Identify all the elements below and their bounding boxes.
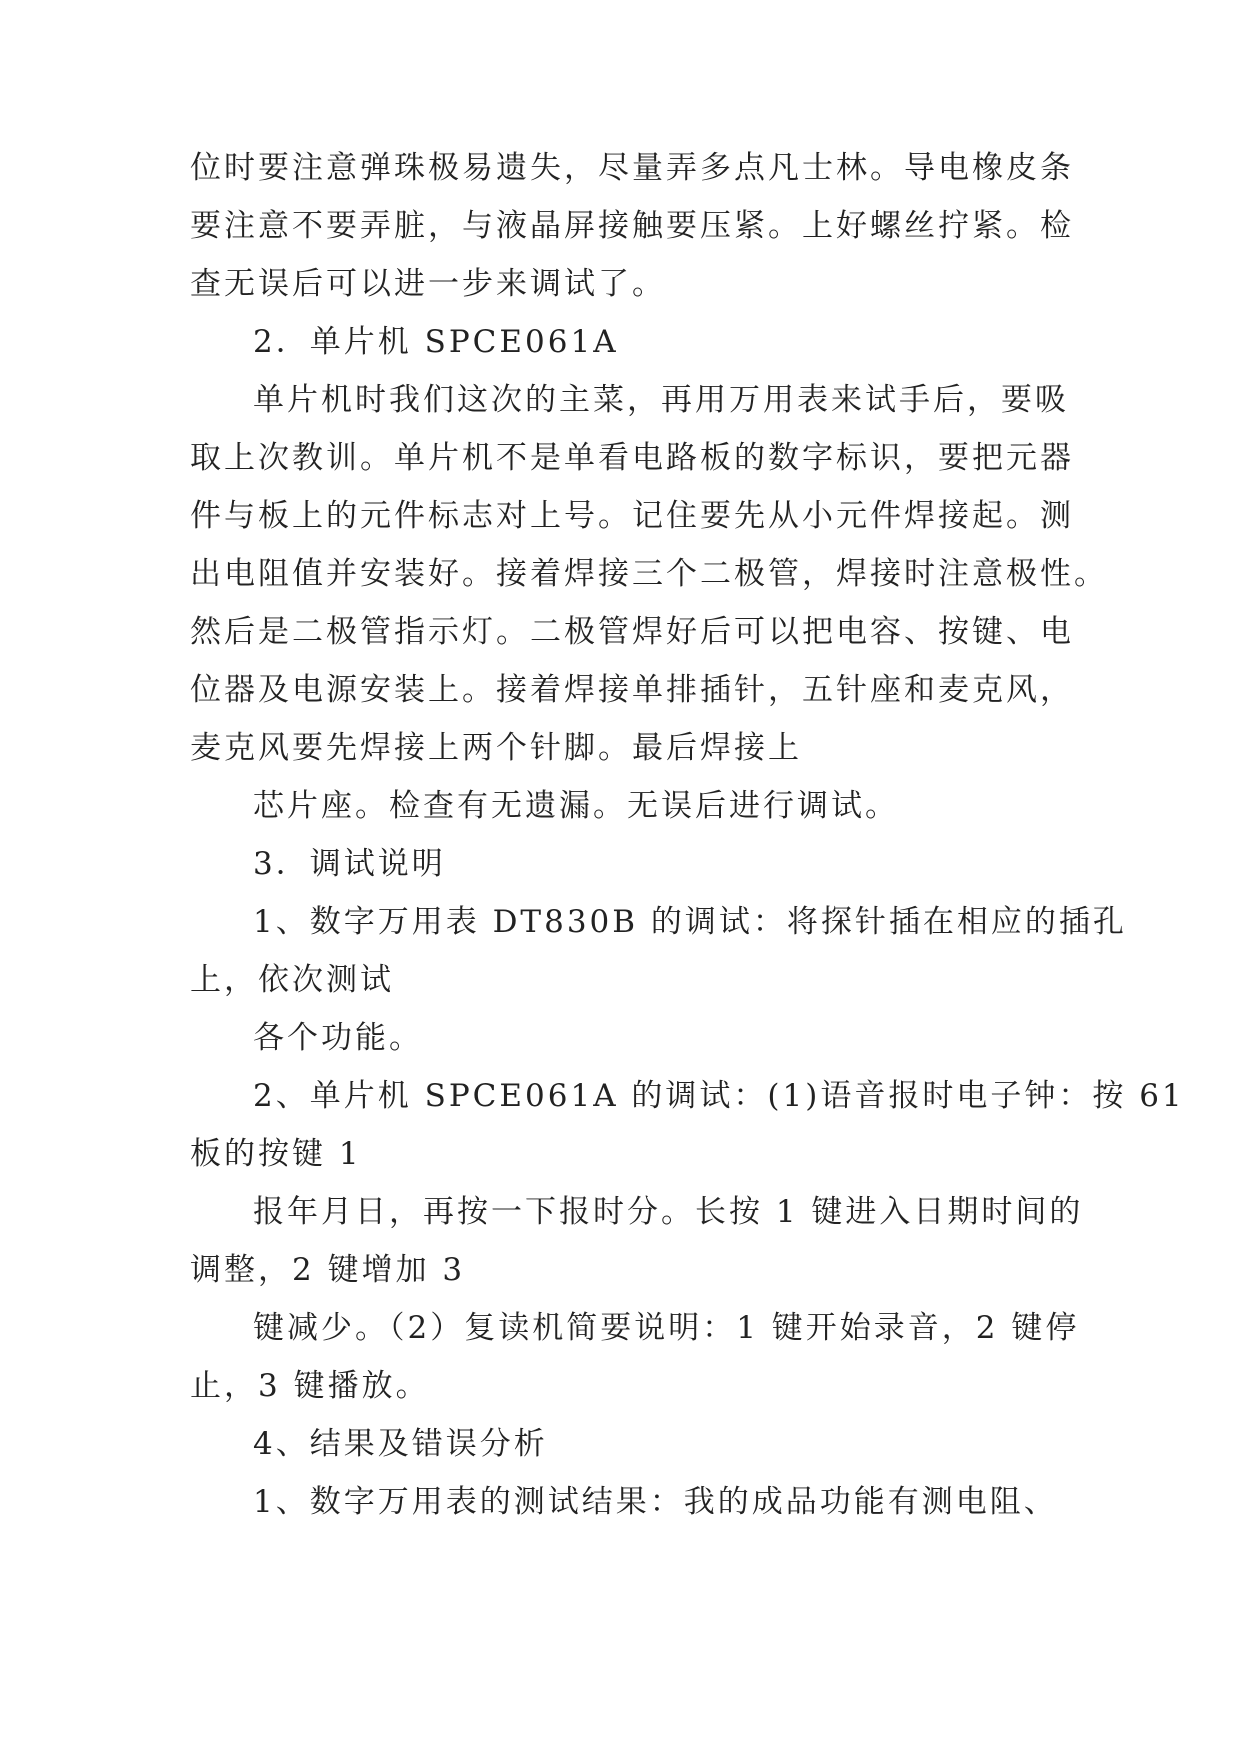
section-heading: 4、结果及错误分析 bbox=[253, 1426, 548, 1462]
text-line: 取上次教训。单片机不是单看电路板的数字标识，要把元器 bbox=[190, 440, 1074, 476]
text-line: 2、单片机 SPCE061A 的调试：(1)语音报时电子钟：按 61 bbox=[253, 1078, 1185, 1114]
text-line: 件与板上的元件标志对上号。记住要先从小元件焊接起。测 bbox=[190, 498, 1074, 534]
text-line: 报年月日，再按一下报时分。长按 1 键进入日期时间的 bbox=[253, 1194, 1084, 1230]
text-line: 要注意不要弄脏，与液晶屏接触要压紧。上好螺丝拧紧。检 bbox=[190, 208, 1074, 244]
text-line: 出电阻值并安装好。接着焊接三个二极管，焊接时注意极性。 bbox=[190, 556, 1108, 592]
text-line: 位时要注意弹珠极易遗失，尽量弄多点凡士林。导电橡皮条 bbox=[190, 150, 1074, 186]
text-line: 芯片座。检查有无遗漏。无误后进行调试。 bbox=[253, 788, 899, 824]
text-line: 查无误后可以进一步来调试了。 bbox=[190, 266, 666, 302]
text-line: 麦克风要先焊接上两个针脚。最后焊接上 bbox=[190, 730, 802, 766]
text-line: 位器及电源安装上。接着焊接单排插针，五针座和麦克风， bbox=[190, 672, 1074, 708]
text-line: 1、数字万用表的测试结果：我的成品功能有测电阻、 bbox=[253, 1484, 1058, 1520]
text-line: 然后是二极管指示灯。二极管焊好后可以把电容、按键、电 bbox=[190, 614, 1074, 650]
section-heading: 3．调试说明 bbox=[253, 846, 446, 882]
text-line: 键减少。（2）复读机简要说明：1 键开始录音，2 键停 bbox=[253, 1310, 1080, 1346]
text-line: 止，3 键播放。 bbox=[190, 1368, 430, 1404]
text-line: 单片机时我们这次的主菜，再用万用表来试手后，要吸 bbox=[253, 382, 1069, 418]
text-line: 上，依次测试 bbox=[190, 962, 394, 998]
section-heading: 2．单片机 SPCE061A bbox=[253, 324, 619, 360]
text-line: 1、数字万用表 DT830B 的调试：将探针插在相应的插孔 bbox=[253, 904, 1127, 940]
text-line: 各个功能。 bbox=[253, 1020, 423, 1056]
text-line: 调整，2 键增加 3 bbox=[190, 1252, 466, 1288]
text-line: 板的按键 1 bbox=[190, 1136, 362, 1172]
